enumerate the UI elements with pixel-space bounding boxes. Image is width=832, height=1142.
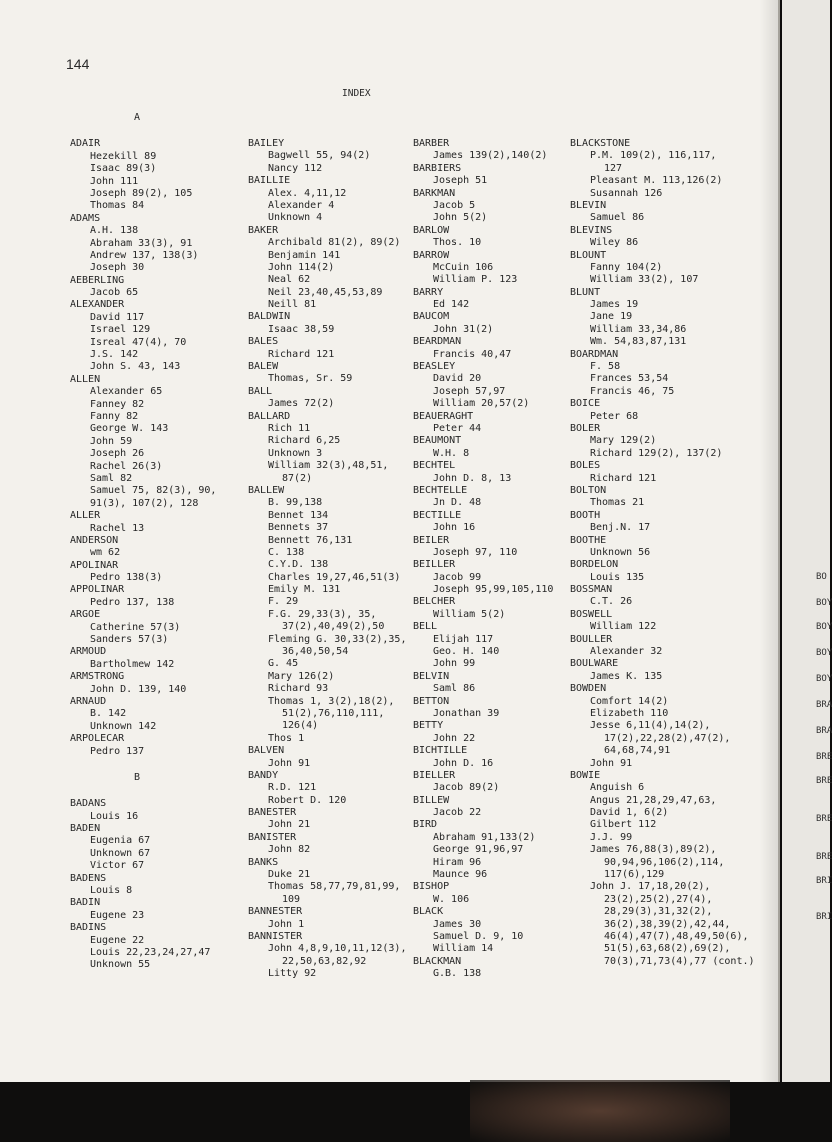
surname-heading: BARBIERS (413, 162, 462, 174)
index-entry: Richard 121 (268, 348, 335, 360)
index-entry: Jn D. 48 (433, 497, 482, 509)
index-entry: Neil 23,40,45,53,89 (268, 286, 383, 298)
index-entry: Joseph 89(2), 105 (90, 187, 193, 199)
surname-heading: BADIN (70, 897, 101, 909)
surname-heading: BELCHER (413, 596, 456, 608)
surname-heading: BALES (248, 336, 279, 348)
index-entry: Charles 19,27,46,51(3) (268, 571, 401, 583)
index-entry: John 1 (268, 918, 305, 930)
index-entry: John D. 16 (433, 757, 494, 769)
surname-heading: BARLOW (413, 224, 450, 236)
index-entry: McCuin 106 (433, 261, 494, 273)
surname-heading: BOLTON (570, 484, 607, 496)
index-entry: Isreal 47(4), 70 (90, 336, 187, 348)
index-entry: Richard 93 (268, 683, 329, 695)
index-entry: Richard 121 (590, 472, 657, 484)
surname-heading: BOSSMAN (570, 584, 613, 596)
index-entry: G.B. 138 (433, 968, 482, 980)
index-entry: Louis 16 (90, 810, 139, 822)
index-entry: Duke 21 (268, 869, 311, 881)
index-entry: Abraham 33(3), 91 (90, 237, 193, 249)
surname-heading: BETTY (413, 720, 444, 732)
index-entry: 51(5),63,68(2),69(2), (604, 943, 731, 955)
index-entry: 126(4) (282, 720, 319, 732)
surname-heading: BARROW (413, 249, 450, 261)
index-entry: Saml 86 (433, 683, 476, 695)
index-entry: Eugenia 67 (90, 835, 151, 847)
index-entry: B. 99,138 (268, 497, 323, 509)
next-page-fragment: BOY (816, 598, 832, 608)
index-entry: Jacob 99 (433, 571, 482, 583)
surname-heading: BANNISTER (248, 931, 303, 942)
next-page-edge (782, 0, 830, 1082)
index-entry: Wiley 86 (590, 237, 639, 249)
surname-heading: BARKMAN (413, 187, 456, 199)
index-entry: Victor 67 (90, 860, 145, 872)
surname-heading: BAILLIE (248, 175, 291, 187)
index-entry: Pleasant M. 113,126(2) (590, 175, 723, 187)
index-entry: Bagwell 55, 94(2) (268, 150, 371, 162)
surname-heading: BARRY (413, 286, 444, 298)
index-entry: Geo. H. 140 (433, 646, 500, 658)
index-entry: Fanny 104(2) (590, 261, 663, 273)
surname-heading: ARMOUD (70, 646, 107, 658)
index-entry: James 139(2),140(2) (433, 150, 548, 162)
surname-heading: BELL (413, 621, 438, 633)
index-entry: Unknown 142 (90, 720, 157, 732)
surname-heading: BICHTILLE (413, 745, 468, 757)
index-column-1 (70, 112, 216, 972)
index-entry: Bennets 37 (268, 522, 329, 534)
index-entry: John 5(2) (433, 212, 488, 224)
surname-heading: AEBERLING (70, 274, 125, 286)
surname-heading: ADAIR (70, 138, 101, 150)
surname-heading: BALLEW (248, 484, 285, 496)
index-entry: Louis 135 (590, 571, 645, 583)
letter-heading: A (134, 112, 141, 123)
index-entry: Jacob 65 (90, 287, 139, 299)
index-entry: Francis 40,47 (433, 348, 512, 360)
index-entry: Samuel D. 9, 10 (433, 931, 524, 942)
index-entry: David 1, 6(2) (590, 807, 669, 819)
index-entry: Pedro 138(3) (90, 572, 163, 584)
surname-heading: BOWIE (570, 769, 601, 781)
index-entry: James 72(2) (268, 398, 335, 410)
index-entry: William 20,57(2) (433, 398, 530, 410)
index-entry: Ed 142 (433, 299, 470, 311)
index-entry: John D. 139, 140 (90, 683, 187, 695)
index-entry: Maunce 96 (433, 869, 488, 881)
index-entry: John J. 17,18,20(2), (590, 881, 711, 893)
index-entry: Joseph 95,99,105,110 (433, 584, 554, 596)
surname-heading: BOWDEN (570, 683, 607, 695)
index-entry: Peter 68 (590, 410, 639, 422)
next-page-fragment: BOY (816, 648, 832, 658)
index-entry: Bartholmew 142 (90, 658, 175, 670)
index-entry: Emily M. 131 (268, 584, 341, 596)
index-entry: J.J. 99 (590, 831, 633, 843)
section-gap (70, 124, 216, 138)
surname-heading: ANDERSON (70, 534, 119, 546)
index-entry: Thomas 58,77,79,81,99, (268, 881, 401, 893)
index-entry: Benj.N. 17 (590, 522, 651, 534)
surname-heading: BALEW (248, 361, 279, 373)
index-entry: Jacob 22 (433, 807, 482, 819)
surname-heading: BALDWIN (248, 311, 291, 323)
index-entry: 36,40,50,54 (282, 646, 349, 658)
index-entry: 28,29(3),31,32(2), (604, 906, 713, 918)
index-entry: 109 (282, 893, 301, 905)
index-entry: Jonathan 39 (433, 707, 500, 719)
index-entry: Jacob 5 (433, 199, 476, 211)
index-entry: Peter 44 (433, 422, 482, 434)
surname-heading: BLUNT (570, 286, 601, 298)
index-entry: Richard 6,25 (268, 435, 341, 447)
index-column-2 (248, 138, 406, 981)
surname-heading: BEILER (413, 534, 450, 546)
surname-heading: BLACKMAN (413, 955, 462, 967)
index-entry: 23(2),25(2),27(4), (604, 893, 713, 905)
index-entry: David 117 (90, 311, 145, 323)
index-entry: David 20 (433, 373, 482, 385)
index-entry: Jacob 89(2) (433, 782, 500, 794)
index-entry: Samuel 75, 82(3), 90, (90, 485, 217, 497)
surname-heading: BILLEW (413, 794, 450, 806)
index-entry: John 91 (590, 757, 633, 769)
surname-heading: BEAUERAGHT (413, 410, 474, 422)
index-entry: Louis 22,23,24,27,47 (90, 947, 211, 958)
index-entry: Susannah 126 (590, 187, 663, 199)
index-entry: Jane 19 (590, 311, 633, 323)
index-entry: Fanney 82 (90, 398, 145, 410)
surname-heading: ALLER (70, 510, 101, 522)
index-entry: Sanders 57(3) (90, 634, 169, 646)
section-gap (70, 758, 216, 772)
surname-heading: BOOTHE (570, 534, 607, 546)
surname-heading: ARNAUD (70, 695, 107, 707)
index-entry: Eugene 22 (90, 934, 145, 946)
index-entry: Alex. 4,11,12 (268, 187, 347, 199)
index-entry: Unknown 55 (90, 959, 151, 971)
index-entry: John S. 43, 143 (90, 361, 181, 373)
next-page-fragment: BRA (816, 726, 832, 736)
index-entry: Joseph 30 (90, 262, 145, 274)
index-entry: William 33,34,86 (590, 323, 687, 335)
index-entry: John 91 (268, 757, 311, 769)
surname-heading: BANKS (248, 856, 279, 868)
index-entry: Thomas 21 (590, 497, 645, 509)
index-entry: Samuel 86 (590, 212, 645, 224)
surname-heading: BAUCOM (413, 311, 450, 323)
surname-heading: BALLARD (248, 410, 291, 422)
index-entry: Robert D. 120 (268, 794, 347, 806)
index-entry: John 114(2) (268, 261, 335, 273)
index-entry: Rich 11 (268, 422, 311, 434)
index-entry: R.D. 121 (268, 782, 317, 794)
index-entry: 64,68,74,91 (604, 745, 671, 757)
index-entry: wm 62 (90, 547, 121, 559)
index-entry: Saml 82 (90, 472, 133, 484)
index-entry: John 99 (433, 658, 476, 670)
index-entry: Bennet 134 (268, 509, 329, 521)
section-gap (70, 784, 216, 798)
surname-heading: BAKER (248, 224, 279, 236)
index-entry: 51(2),76,110,111, (282, 707, 385, 719)
index-entry: Angus 21,28,29,47,63, (590, 794, 717, 806)
index-entry: Nancy 112 (268, 162, 323, 174)
index-entry: 127 (604, 162, 623, 174)
index-entry: Hiram 96 (433, 856, 482, 868)
index-entry: Litty 92 (268, 968, 317, 980)
surname-heading: BOARDMAN (570, 348, 619, 360)
index-entry: 91(3), 107(2), 128 (90, 497, 199, 509)
index-entry: Isaac 89(3) (90, 163, 157, 175)
index-entry: John 31(2) (433, 323, 494, 335)
index-entry: Pedro 137, 138 (90, 596, 175, 608)
surname-heading: BOOTH (570, 509, 601, 521)
surname-heading: BLEVIN (570, 199, 607, 211)
index-entry: Alexander 32 (590, 646, 663, 658)
index-entry: Joseph 26 (90, 448, 145, 460)
surname-heading: BORDELON (570, 559, 619, 571)
surname-heading: BEILLER (413, 559, 456, 571)
index-entry: John 82 (268, 844, 311, 856)
index-entry: Alexander 65 (90, 386, 163, 398)
index-entry: John 22 (433, 732, 476, 744)
surname-heading: BADEN (70, 823, 101, 835)
index-entry: F. 29 (268, 596, 299, 608)
index-entry: James 76,88(3),89(2), (590, 844, 717, 856)
index-entry: Joseph 97, 110 (433, 546, 518, 558)
index-entry: Comfort 14(2) (590, 695, 669, 707)
gutter-shadow (760, 0, 782, 1082)
index-entry: John 59 (90, 435, 133, 447)
index-entry: Rachel 26(3) (90, 460, 163, 472)
next-page-fragment: BRE (816, 852, 832, 862)
index-entry: Elizabeth 110 (590, 707, 669, 719)
index-entry: 90,94,96,106(2),114, (604, 856, 725, 868)
index-entry: Joseph 57,97 (433, 385, 506, 397)
index-entry: C.Y.D. 138 (268, 559, 329, 571)
index-entry: Thomas 84 (90, 200, 145, 212)
index-entry: 87(2) (282, 472, 313, 484)
index-entry: Rachel 13 (90, 522, 145, 534)
surname-heading: BALVEN (248, 745, 285, 757)
next-page-fragment: BRE (816, 776, 832, 786)
index-entry: Hezekill 89 (90, 150, 157, 162)
index-entry: Abraham 91,133(2) (433, 831, 536, 843)
index-entry: Eugene 23 (90, 909, 145, 921)
index-entry: Thos 1 (268, 732, 305, 744)
next-page-fragment: BRE (816, 814, 832, 824)
surname-heading: BARBER (413, 138, 450, 149)
index-entry: James 19 (590, 299, 639, 311)
index-entry: Thomas, Sr. 59 (268, 373, 353, 385)
surname-heading: BAILEY (248, 138, 285, 149)
index-entry: 37(2),40,49(2),50 (282, 621, 385, 633)
surname-heading: BOLER (570, 422, 601, 434)
surname-heading: BADENS (70, 872, 107, 884)
index-entry: B. 142 (90, 708, 127, 720)
index-entry: 22,50,63,82,92 (282, 955, 367, 967)
index-entry: Anguish 6 (590, 782, 645, 794)
index-entry: Fleming G. 30,33(2),35, (268, 633, 407, 645)
surname-heading: BECHTELLE (413, 484, 468, 496)
index-entry: A.H. 138 (90, 225, 139, 237)
index-entry: Elijah 117 (433, 633, 494, 645)
next-page-fragment: BRE (816, 752, 832, 762)
surname-heading: BOSWELL (570, 608, 613, 620)
index-entry: 36(2),38,39(2),42,44, (604, 918, 731, 930)
index-entry: 17(2),22,28(2),47(2), (604, 732, 731, 744)
surname-heading: BISHOP (413, 881, 450, 893)
surname-heading: BADANS (70, 798, 107, 810)
surname-heading: BETTON (413, 695, 450, 707)
next-page-fragment: BOY (816, 622, 832, 632)
index-entry: 46(4),47(7),48,49,50(6), (604, 931, 749, 942)
surname-heading: BANISTER (248, 831, 297, 843)
surname-heading: BOULWARE (570, 658, 619, 670)
index-entry: P.M. 109(2), 116,117, (590, 150, 717, 162)
index-entry: Mary 129(2) (590, 435, 657, 447)
surname-heading: BANNESTER (248, 906, 303, 918)
index-entry: John 111 (90, 175, 139, 187)
index-entry: John 4,8,9,10,11,12(3), (268, 943, 407, 955)
index-entry: George W. 143 (90, 423, 169, 435)
surname-heading: BANESTER (248, 807, 297, 819)
index-entry: Isaac 38,59 (268, 323, 335, 335)
index-entry: W. 106 (433, 893, 470, 905)
next-page-fragment: BRI (816, 876, 832, 886)
index-entry: C.T. 26 (590, 596, 633, 608)
index-entry: W.H. 8 (433, 447, 470, 459)
index-entry: Joseph 51 (433, 175, 488, 187)
index-entry: John D. 8, 13 (433, 472, 512, 484)
index-entry: Mary 126(2) (268, 670, 335, 682)
index-entry: Neal 62 (268, 274, 311, 286)
index-entry: Richard 129(2), 137(2) (590, 447, 723, 459)
surname-heading: BIELLER (413, 769, 456, 781)
index-column-4 (570, 138, 755, 968)
surname-heading: ALLEN (70, 373, 101, 385)
index-entry: F. 58 (590, 361, 621, 373)
index-entry: William P. 123 (433, 274, 518, 286)
next-page-fragment: BRA (816, 700, 832, 710)
index-entry: John 21 (268, 819, 311, 831)
surname-heading: ARPOLECAR (70, 733, 125, 745)
index-entry: Fanny 82 (90, 410, 139, 422)
surname-heading: BEARDMAN (413, 336, 462, 348)
next-page-fragment: BOY (816, 674, 832, 684)
index-entry: William 14 (433, 943, 494, 955)
index-entry: Unknown 4 (268, 212, 323, 224)
index-entry: James K. 135 (590, 670, 663, 682)
index-entry: Bennett 76,131 (268, 534, 353, 546)
surname-heading: BELVIN (413, 670, 450, 682)
index-entry: 117(6),129 (604, 869, 665, 881)
index-entry: F.G. 29,33(3), 35, (268, 608, 377, 620)
index-entry: Archibald 81(2), 89(2) (268, 237, 401, 249)
index-entry: William 33(2), 107 (590, 274, 699, 286)
surname-heading: BIRD (413, 819, 438, 831)
index-entry: Unknown 67 (90, 847, 151, 859)
letter-heading: B (134, 771, 141, 783)
surname-heading: BLACK (413, 906, 444, 918)
surname-heading: APPOLINAR (70, 584, 125, 596)
index-entry: William 122 (590, 621, 657, 633)
surname-heading: ALEXANDER (70, 299, 125, 311)
index-entry: Andrew 137, 138(3) (90, 249, 199, 261)
surname-heading: BLACKSTONE (570, 138, 631, 149)
index-entry: George 91,96,97 (433, 844, 524, 856)
index-entry: Catherine 57(3) (90, 621, 181, 633)
index-entry: Benjamin 141 (268, 249, 341, 261)
index-entry: Israel 129 (90, 324, 151, 336)
index-entry: Thos. 10 (433, 237, 482, 249)
index-entry: Frances 53,54 (590, 373, 669, 385)
surname-heading: ARMSTRONG (70, 671, 125, 683)
surname-heading: ADAMS (70, 212, 101, 224)
surname-heading: APOLINAR (70, 559, 119, 571)
index-entry: Jesse 6,11(4),14(2), (590, 720, 711, 732)
index-entry: 70(3),71,73(4),77 (cont.) (604, 955, 755, 967)
scan-bottom-bleed (470, 1080, 730, 1142)
index-entry: Wm. 54,83,87,131 (590, 336, 687, 348)
surname-heading: BOLES (570, 460, 601, 472)
index-entry: Alexander 4 (268, 199, 335, 211)
surname-heading: BANDY (248, 769, 279, 781)
surname-heading: BEAUMONT (413, 435, 462, 447)
index-entry: James 30 (433, 918, 482, 930)
index-column-3 (413, 138, 553, 981)
index-entry: William 5(2) (433, 608, 506, 620)
index-entry: Unknown 3 (268, 447, 323, 459)
surname-heading: BEASLEY (413, 361, 456, 373)
index-entry: John 16 (433, 522, 476, 534)
surname-heading: BECHTEL (413, 460, 456, 472)
surname-heading: BECTILLE (413, 509, 462, 521)
next-page-fragment: BRI (816, 912, 832, 922)
surname-heading: BLEVINS (570, 224, 613, 236)
index-entry: Thomas 1, 3(2),18(2), (268, 695, 395, 707)
index-entry: Louis 8 (90, 885, 133, 897)
index-entry: Francis 46, 75 (590, 385, 675, 397)
surname-heading: BOULLER (570, 633, 613, 645)
page-title: INDEX (342, 88, 371, 99)
surname-heading: BOICE (570, 398, 601, 410)
index-entry: Neill 81 (268, 299, 317, 311)
surname-heading: BADINS (70, 922, 107, 934)
surname-heading: ARGOE (70, 609, 101, 621)
next-page-fragment: BO (816, 572, 827, 582)
page-number: 144 (66, 56, 90, 72)
index-entry: Unknown 56 (590, 546, 651, 558)
index-entry: Pedro 137 (90, 745, 145, 757)
index-entry: Gilbert 112 (590, 819, 657, 831)
index-entry: G. 45 (268, 658, 299, 670)
index-entry: William 32(3),48,51, (268, 460, 389, 472)
index-entry: J.S. 142 (90, 349, 139, 361)
surname-heading: BLOUNT (570, 249, 607, 261)
index-entry: C. 138 (268, 546, 305, 558)
surname-heading: BALL (248, 385, 273, 397)
